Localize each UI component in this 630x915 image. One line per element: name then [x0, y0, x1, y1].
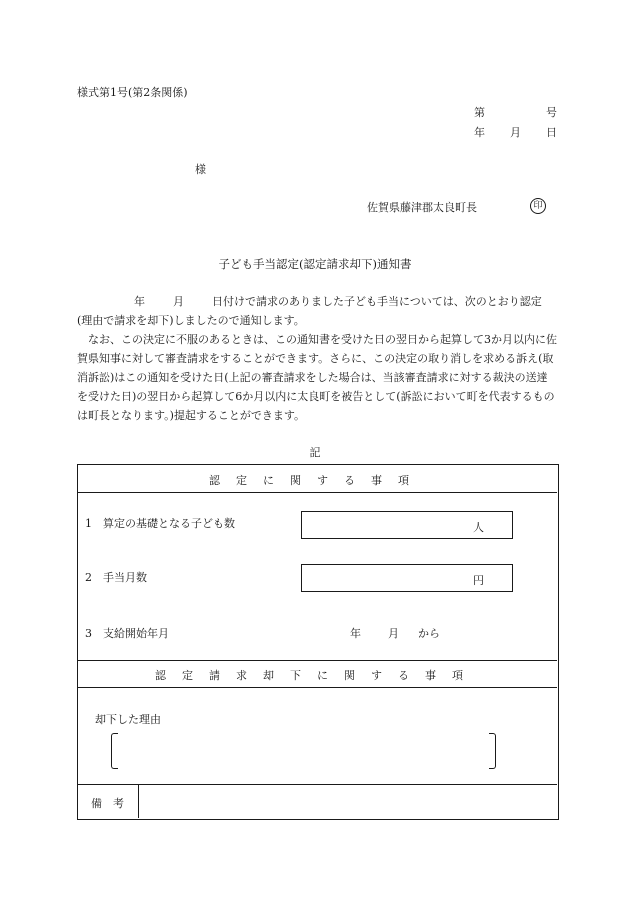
reason-input-area[interactable]: [120, 733, 486, 769]
issuer-name: 佐賀県藤津郡太良町長: [367, 201, 477, 214]
remarks-label: 備 考: [91, 797, 124, 810]
item3-month: 月: [388, 627, 399, 640]
form-number: 様式第1号(第2条関係): [77, 86, 188, 99]
paragraph-1: [77, 292, 557, 330]
p1-month: 月: [173, 295, 184, 308]
ki-mark: 記: [309, 446, 321, 459]
unit-yen: 円: [473, 574, 484, 587]
p1-text: 日付けで請求のありました子ども手当については、次のとおり認定(理由で請求を却下)しましたので通知します。: [77, 295, 542, 327]
item3-year: 年: [350, 627, 361, 640]
addressee-suffix: 様: [195, 163, 206, 176]
doc-number-prefix: 第: [474, 106, 485, 119]
section1-header: 認定に関する事項: [209, 474, 425, 487]
item3-label: 3 支給開始年月: [85, 627, 169, 640]
unit-people: 人: [473, 521, 484, 534]
remarks-divider: [138, 784, 139, 818]
reason-bracket-left: [111, 733, 118, 769]
reason-label: 却下した理由: [95, 713, 161, 726]
document-title: 子ども手当認定(認定請求却下)通知書: [218, 257, 412, 271]
item2-label: 2 手当月数: [85, 571, 147, 584]
item3-from: から: [418, 627, 440, 640]
date-year: 年: [474, 126, 485, 139]
p1-year: 年: [134, 295, 145, 308]
divider: [77, 492, 557, 493]
remarks-input-area[interactable]: [140, 786, 555, 816]
seal-mark: 印: [530, 198, 546, 214]
divider: [77, 660, 557, 661]
children-count-field[interactable]: [301, 511, 513, 539]
doc-number-suffix: 号: [546, 106, 557, 119]
monthly-amount-field[interactable]: [301, 564, 513, 592]
reason-bracket-right: [489, 733, 496, 769]
divider: [77, 687, 557, 688]
section2-header: 認定請求却下に関する事項: [155, 669, 479, 682]
paragraph-2: なお、この決定に不服のあるときは、この通知書を受けた日の翌日から起算して3か月以内に佐賀県知事に対して審査請求をすることができます。さらに、この決定の取り消しを求める訴え(取消訴訟)はこの通知を受けた日(上記の審査請求をした場合は、当該審査請求に対する裁決の送達を受けた日)の翌日から起算して6か月以内に太良町を被告として(訴訟において町を代表するものは町長となります。)提起することができます。: [77, 333, 557, 422]
item1-label: 1 算定の基礎となる子ども数: [85, 517, 235, 530]
date-month: 月: [510, 126, 521, 139]
date-day: 日: [546, 126, 557, 139]
divider: [77, 784, 557, 785]
